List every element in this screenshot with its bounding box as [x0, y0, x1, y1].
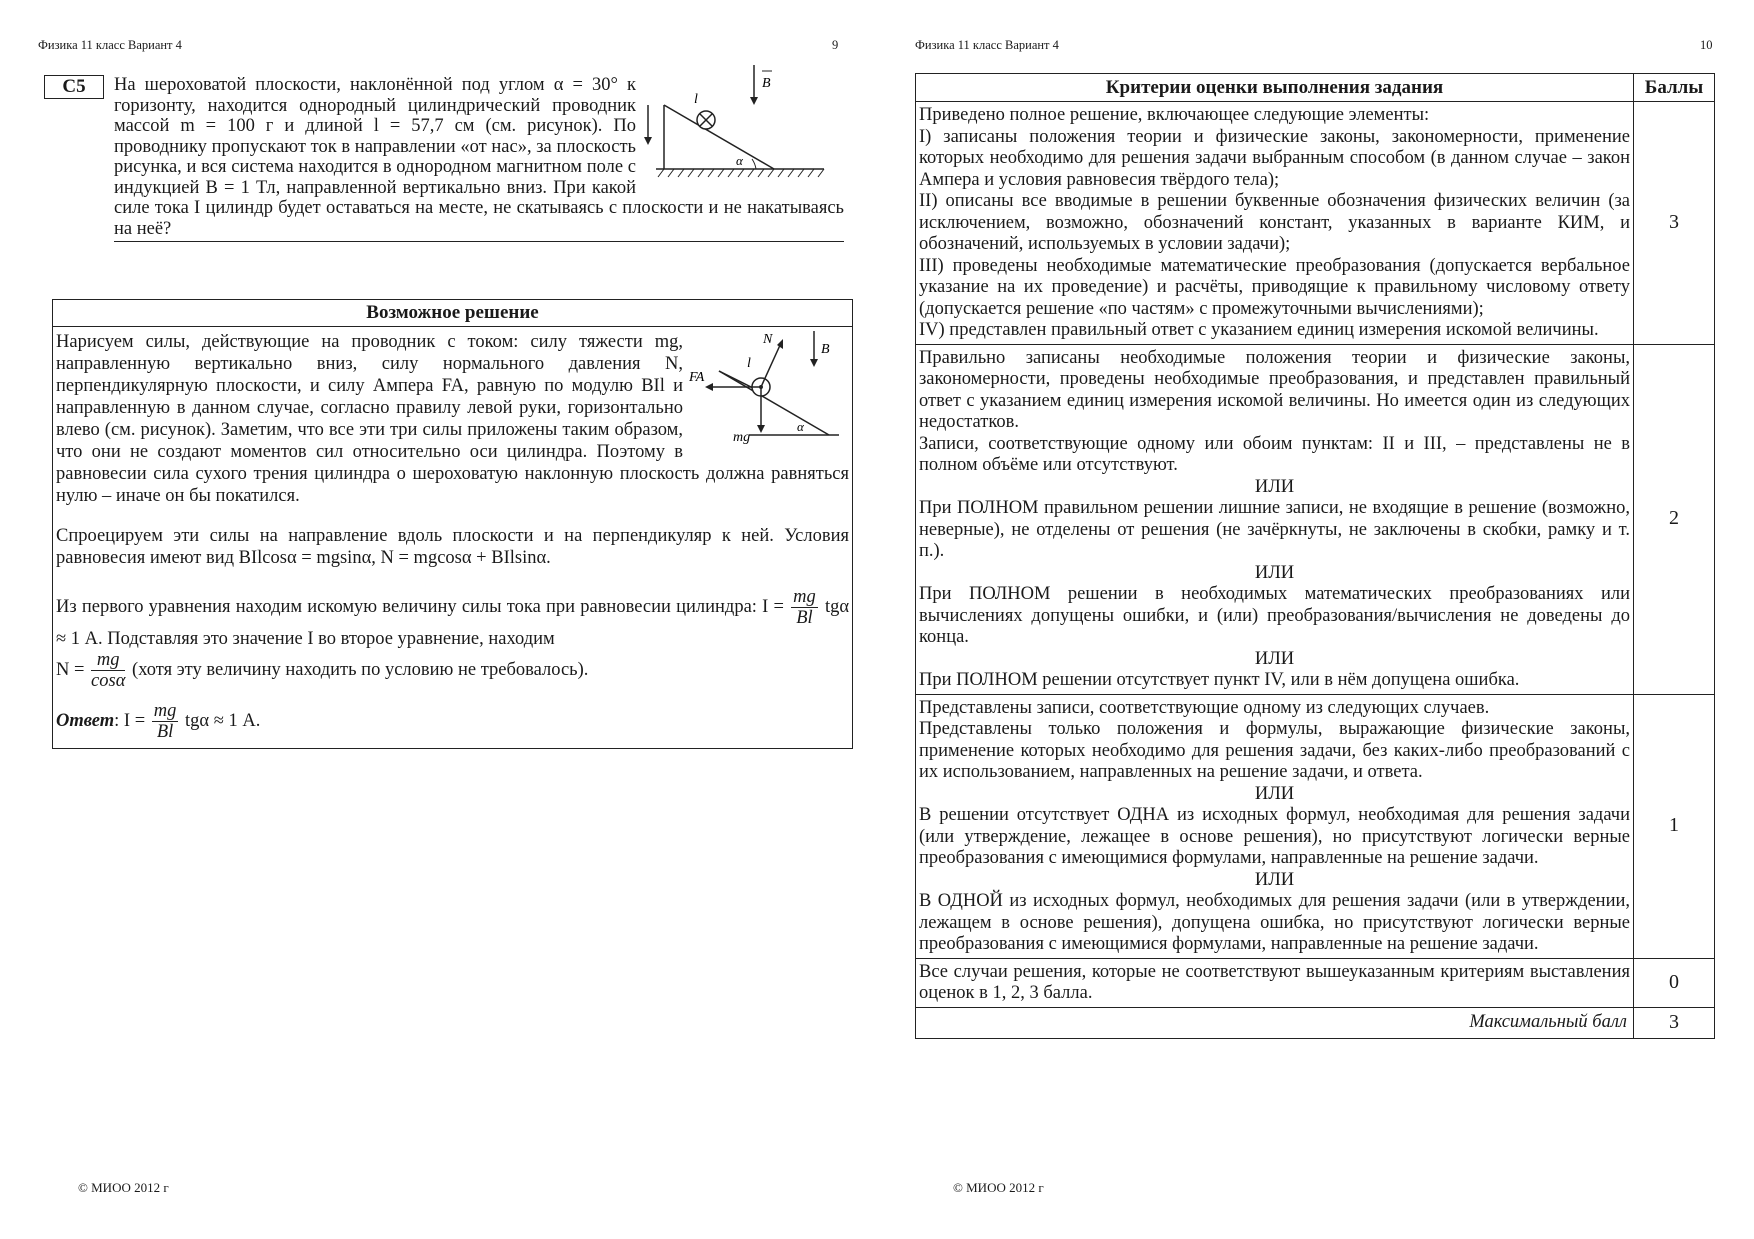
fraction-mg-bl [791, 587, 818, 628]
points-0: 0 [1634, 958, 1715, 1007]
fig2-label-l: l [747, 356, 751, 371]
solution-title: Возможное решение [53, 300, 852, 327]
frac2-den: cosα [91, 671, 126, 691]
max-score-row [916, 1007, 1715, 1038]
frac1-num: mg [793, 587, 816, 607]
row1-line: В ОДНОЙ из исходных формул, необходимых для решения задачи (или в утверждении, лежащем в основе решения), допущена ошибка, но присутствуют логически верные преобразования с имеющимися формулами, направленные на решение задачи. [919, 891, 1630, 954]
row3-line: Приведено полное решение, включающее следующие элементы: [919, 105, 1430, 125]
task-code: С5 [44, 75, 104, 99]
left-page-header: Физика 11 класс Вариант 4 [38, 38, 182, 52]
criteria-column-header: Критерии оценки выполнения задания [916, 74, 1634, 102]
row3-line: II) описаны все вводимые в решении буквенные обозначения физических величин (за исключением, возможно, обозначений констант, указанных в варианте КИМ, и обозначений, используемых в условии задачи); [919, 191, 1630, 254]
fraction-answer [152, 701, 179, 742]
points-2: 2 [1634, 344, 1715, 694]
row1-line: Представлены записи, соответствующие одному из следующих случаев. [919, 697, 1490, 718]
criteria-table [915, 73, 1715, 1039]
solution-paragraph-3 [56, 587, 849, 691]
row2-or: ИЛИ [1254, 562, 1295, 583]
row3-line: IV) представлен правильный ответ с указанием единиц измерения искомой величины. [919, 320, 1599, 340]
inclined-plane-figure [644, 65, 844, 190]
row2-line: При ПОЛНОМ решении отсутствует пункт IV, или в нём допущена ошибка. [919, 670, 1520, 690]
criteria-text-0 [916, 958, 1634, 1007]
max-score-label: Максимальный балл [916, 1007, 1634, 1038]
criteria-text-3 [916, 102, 1634, 345]
fig2-label-fa: FA [689, 370, 705, 385]
fig2-label-mg: mg [733, 430, 751, 445]
right-page-header: Физика 11 класс Вариант 4 [915, 38, 1059, 52]
p3-part-d: (хотя эту величину находить по условию не требовалось). [132, 659, 589, 680]
criteria-header-row [916, 74, 1715, 102]
p3-part-a: Из первого уравнения находим искомую величину силы тока при равновесии цилиндра: I = [56, 596, 784, 617]
right-page-number: 10 [1700, 38, 1713, 52]
max-score-value: 3 [1634, 1007, 1715, 1038]
frac1-den: Bl [796, 608, 813, 628]
left-page-number: 9 [832, 38, 839, 52]
solution-box [52, 299, 853, 749]
fig-label-b: B [762, 76, 771, 91]
criteria-row-1 [916, 694, 1715, 958]
frac2-num: mg [91, 650, 125, 671]
forces-figure [689, 331, 849, 451]
answer-part-a: : I = [114, 710, 146, 731]
answer-label: Ответ [56, 710, 115, 731]
criteria-row-0 [916, 958, 1715, 1007]
row1-line: Представлены только положения и формулы, выражающие физические законы, применение которых необходимо для решения задачи, без каких-либо преобразований с их использованием, направленных на решение задачи, и ответа. [919, 719, 1630, 782]
row2-line: Записи, соответствующие одному или обоим пунктам: II и III, – представлены не в полном объёме или отсутствуют. [919, 433, 1630, 475]
p3-part-b: tgα ≈ 1 А. Подставляя это значение I во второе уравнение, находим [56, 596, 850, 649]
row2-line: Правильно записаны необходимые положения теории и физические законы, закономерности, проведены необходимые преобразования, и представлен правильный ответ с указанием единиц измерения искомой величины. Но имеется один из следующих недостатков. [919, 347, 1630, 432]
points-column-header: Баллы [1634, 74, 1715, 102]
frac3-den: Bl [156, 722, 174, 742]
task-block [44, 75, 844, 242]
fig-label-l: l [694, 92, 698, 107]
right-page-footer: © МИОО 2012 г [953, 1180, 1044, 1195]
solution-answer [56, 701, 849, 742]
solution-paragraph-1: Нарисуем силы, действующие на проводник с током: силу тяжести mg, направленную вертикально вниз, силу нормального давления N, перпендикулярную плоскости, и силу Ампера FA, равную по модулю BIl и направленную в данном случае, согласно правилу левой руки, горизонтально влево (см. рисунок). Заметим, что все эти три силы приложены таким образом, что они не создают моментов сил относительно оси цилиндра. Поэтому в равновесии сила сухого трения цилиндра о шероховатую наклонную плоскость должна равняться нулю – иначе он бы покатился. [56, 332, 849, 506]
task-text-container [114, 75, 844, 239]
row2-or: ИЛИ [1254, 476, 1295, 497]
row2-or: ИЛИ [1254, 648, 1295, 669]
task-underline [114, 241, 844, 242]
points-3: 3 [1634, 102, 1715, 345]
p3-part-c: N = [56, 659, 85, 680]
fig2-label-n: N [763, 332, 773, 347]
criteria-text-1 [916, 694, 1634, 958]
criteria-row-3 [916, 102, 1715, 345]
fig2-label-alpha: α [797, 419, 804, 434]
solution-body [53, 327, 852, 748]
solution-paragraph-2: Спроецируем эти силы на направление вдоль плоскости и на перпендикуляр к ней. Условия равновесия имеют вид BIlcosα = mgsinα, N = mgcosα + BIlsinα. [56, 526, 849, 568]
row3-line: III) проведены необходимые математические преобразования (допускается вербальное указание на их проведение) и расчёты, приводящие к правильному числовому ответу (допускается решение «по частям» с промежуточными вычислениями); [919, 255, 1630, 319]
fig2-label-b: B [821, 342, 830, 357]
row1-or: ИЛИ [1254, 869, 1295, 890]
task-text: На шероховатой плоскости, наклонённой под углом α = 30° к горизонту, находится однородный цилиндрический проводник массой m = 100 г и длиной l = 57,7 см (см. рисунок). По проводнику пропускают ток в направлении «от нас», за плоскость рисунка, и вся система находится в однородном магнитном поле с индукцией B = 1 Тл, направленной вертикально вниз. При какой силе тока I цилиндр будет оставаться на месте, не скатываясь с плоскости и не накатываясь на неё? [114, 75, 844, 239]
row1-line: В решении отсутствует ОДНА из исходных формул, необходимая для решения задачи (или утверждение, лежащее в основе решения), но присутствуют логически верные преобразования с имеющимися формулами, направленные на решение задачи. [919, 805, 1630, 868]
points-1: 1 [1634, 694, 1715, 958]
criteria-text-2 [916, 344, 1634, 694]
row0-line: Все случаи решения, которые не соответствуют вышеуказанным критериям выставления оценок в 1, 2, 3 балла. [919, 961, 1630, 1003]
row1-or: ИЛИ [1254, 783, 1295, 804]
row2-line: При ПОЛНОМ решении в необходимых математических преобразованиях или вычислениях допущены ошибки, и (или) преобразования/вычисления не доведены до конца. [919, 584, 1630, 647]
row2-line: При ПОЛНОМ правильном решении лишние записи, не входящие в решение (возможно, неверные), не отделены от решения (не зачёркнуты, не заключены в скобки, рамку и т. п.). [919, 498, 1630, 561]
row3-line: I) записаны положения теории и физические законы, закономерности, применение которых необходимо для решения задачи выбранным способом (в данном случае – закон Ампера и условия равновесия твёрдого тела); [919, 126, 1630, 190]
criteria-row-2 [916, 344, 1715, 694]
left-page-footer: © МИОО 2012 г [78, 1180, 169, 1195]
answer-part-b: tgα ≈ 1 А. [185, 710, 261, 731]
fig-label-alpha: α [736, 153, 743, 168]
fraction-mg-cos [91, 650, 125, 691]
frac3-num: mg [153, 701, 177, 721]
